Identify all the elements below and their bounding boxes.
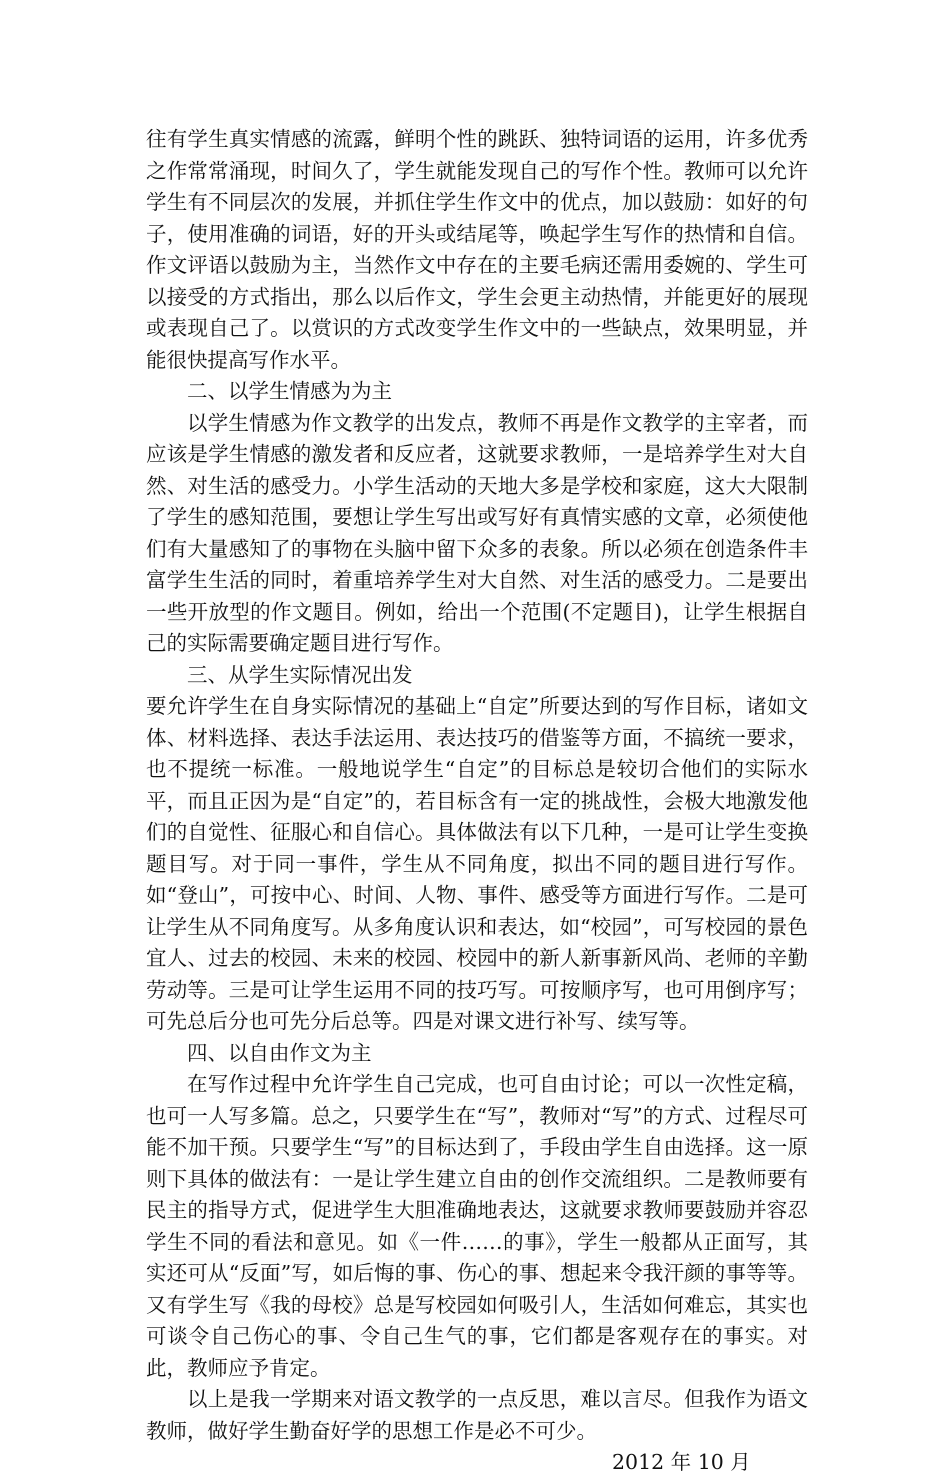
- section-heading-3: 三、从学生实际情况出发: [187, 662, 413, 687]
- document-date: 2012 年 10 月: [612, 1450, 751, 1474]
- paragraph-student-emotion: 以学生情感为作文教学的出发点，教师不再是作文教学的主宰者，而应该是学生情感的激发者和反应者，这就要求教师，一是培养学生对大自然、对生活的感受力。小学生活动的天地大多是学校和家庭，这大大限制了学生的感知范围，要想让学生写出或写好有真情实感的文章，必须使他们有大量感知了的事物在头脑中留下众多的表象。所以必须在创造条件丰富学生生活的同时，着重培养学生对大自然、对生活的感受力。二是要出一些开放型的作文题目。例如，给出一个范围(不定题目)，让学生根据自己的实际需要确定题目进行写作。: [146, 410, 808, 655]
- document-page: [146, 124, 808, 1479]
- section-heading-2: 二、以学生情感为为主: [187, 379, 392, 403]
- section-heading-4: 四、以自由作文为主: [187, 1040, 372, 1065]
- paragraph-student-reality: 要允许学生在自身实际情况的基础上“自定”所要达到的写作目标，诸如文体、材料选择、表达手法运用、表达技巧的借鉴等方面，不搞统一要求，也不提统一标准。一般地说学生“自定”的目标总是较切合他们的实际水平，而且正因为是“自定”的，若目标含有一定的挑战性，会极大地激发他们的自觉性、征服心和自信心。具体做法有以下几种，一是可让学生变换题目写。对于同一事件，学生从不同角度，拟出不同的题目进行写作。如“登山”，可按中心、时间、人物、事件、感受等方面进行写作。二是可让学生从不同角度写。从多角度认识和表达，如“校园”，可写校园的景色宜人、过去的校园、未来的校园、校园中的新人新事新风尚、老师的辛勤劳动等。三是可让学生运用不同的技巧写。可按顺序写，也可用倒序写；可先总后分也可先分后总等。四是对课文进行补写、续写等。: [146, 694, 808, 1033]
- paragraph-praise-method: 往有学生真实情感的流露，鲜明个性的跳跃、独特词语的运用，许多优秀之作常常涌现，时间久了，学生就能发现自己的写作个性。教师可以允许学生有不同层次的发展，并抓住学生作文中的优点，加以鼓励：如好的句子，使用准确的词语，好的开头或结尾等，唤起学生写作的热情和自信。作文评语以鼓励为主，当然作文中存在的主要毛病还需用委婉的、学生可以接受的方式指出，那么以后作文，学生会更主动热情，并能更好的展现或表现自己了。以赏识的方式改变学生作文中的一些缺点，效果明显，并能很快提高写作水平。: [146, 127, 808, 372]
- paragraph-free-writing: 在写作过程中允许学生自己完成，也可自由讨论；可以一次性定稿，也可一人写多篇。总之，只要学生在“写”，教师对“写”的方式、过程尽可能不加干预。只要学生“写”的目标达到了，手段由学生自由选择。这一原则下具体的做法有：一是让学生建立自由的创作交流组织。二是教师要有民主的指导方式，促进学生大胆准确地表达，这就要求教师要鼓励并容忍学生不同的看法和意见。如《一件……的事》，学生一般都从正面写，其实还可从“反面”写，如后悔的事、伤心的事、想起来令我汗颜的事等等。又有学生写《我的母校》总是写校园如何吸引人，生活如何难忘，其实也可谈令自己伤心的事、令自己生气的事，它们都是客观存在的事实。对此，教师应予肯定。: [146, 1072, 808, 1380]
- paragraph-conclusion: 以上是我一学期来对语文教学的一点反思，难以言尽。但我作为语文教师，做好学生勤奋好学的思想工作是必不可少。: [146, 1387, 808, 1443]
